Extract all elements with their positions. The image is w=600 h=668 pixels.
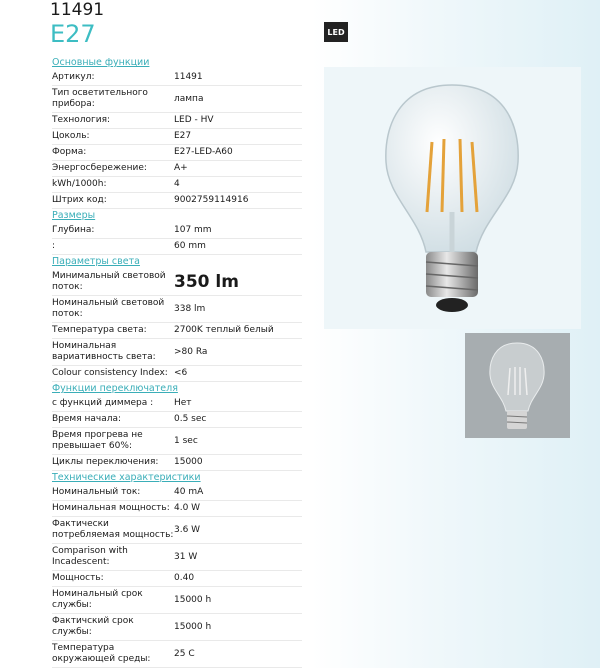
spec-value: E27 xyxy=(174,131,192,141)
spec-value: 15000 xyxy=(174,457,203,467)
spec-label: Номинальная вариативность света: xyxy=(52,341,156,362)
spec-row xyxy=(52,129,302,145)
led-badge: LED xyxy=(324,22,348,42)
section-title[interactable]: Размеры xyxy=(52,210,96,221)
spec-value: Нет xyxy=(174,398,192,408)
spec-value: 31 W xyxy=(174,551,198,562)
spec-row xyxy=(52,614,302,641)
spec-value: >80 Ra xyxy=(174,346,208,357)
spec-label: Номинальный световой поток: xyxy=(52,298,165,319)
spec-value: 9002759114916 xyxy=(174,195,249,205)
spec-row xyxy=(52,269,302,296)
spec-value: 350 lm xyxy=(174,271,239,292)
spec-label: Фактически потребляемая мощность: xyxy=(52,519,174,540)
spec-row xyxy=(52,587,302,614)
spec-label: Штрих код: xyxy=(52,195,107,205)
spec-row xyxy=(52,501,302,517)
spec-value: LED - HV xyxy=(174,115,214,125)
spec-value: 0.40 xyxy=(174,573,195,583)
spec-label: Артикул: xyxy=(52,72,95,82)
section-title[interactable]: Параметры света xyxy=(52,256,140,267)
bulb-photo-main xyxy=(324,67,581,329)
spec-row xyxy=(52,86,302,113)
spec-row xyxy=(52,571,302,587)
spec-label: Время прогрева не превышает 60%: xyxy=(52,430,143,451)
spec-value: 4.0 W xyxy=(174,503,201,513)
spec-label: : xyxy=(52,241,56,251)
spec-row xyxy=(52,113,302,129)
spec-row xyxy=(52,428,302,455)
spec-label: Номинальный ток: xyxy=(52,487,141,497)
spec-row xyxy=(52,145,302,161)
socket-title: E27 xyxy=(50,20,96,48)
spec-label: с функций диммера : xyxy=(52,398,154,408)
spec-label: Мощность: xyxy=(52,573,104,583)
spec-value: 15000 h xyxy=(174,594,212,605)
spec-value: 338 lm xyxy=(174,303,206,314)
spec-row xyxy=(52,193,302,209)
spec-row xyxy=(52,485,302,501)
spec-label: Comparison with Incadescent: xyxy=(52,546,128,567)
spec-row xyxy=(52,296,302,323)
spec-row xyxy=(52,177,302,193)
spec-label: Технология: xyxy=(52,115,111,125)
spec-value: 15000 h xyxy=(174,621,212,632)
spec-value: 1 sec xyxy=(174,435,198,446)
spec-label: Форма: xyxy=(52,147,87,157)
spec-row xyxy=(52,70,302,86)
spec-label: Время начала: xyxy=(52,414,122,424)
spec-label: Цоколь: xyxy=(52,131,90,141)
spec-label: Colour consistency Index: xyxy=(52,368,168,378)
spec-label: Энергосбережение: xyxy=(52,163,147,173)
spec-row xyxy=(52,239,302,255)
spec-label: Глубина: xyxy=(52,225,95,235)
spec-row xyxy=(52,396,302,412)
section-title[interactable]: Основные функции xyxy=(52,57,150,68)
spec-value: A+ xyxy=(174,163,188,173)
spec-row xyxy=(52,544,302,571)
spec-row xyxy=(52,339,302,366)
spec-row xyxy=(52,323,302,339)
spec-table xyxy=(52,56,302,668)
spec-row xyxy=(52,223,302,239)
spec-row xyxy=(52,161,302,177)
spec-value: <6 xyxy=(174,368,188,378)
spec-row xyxy=(52,412,302,428)
spec-label: kWh/1000h: xyxy=(52,179,107,189)
spec-value: 60 mm xyxy=(174,241,206,251)
spec-label: Температура окружающей среды: xyxy=(52,643,151,664)
product-code: 11491 xyxy=(50,0,105,20)
spec-value: E27-LED-A60 xyxy=(174,147,233,157)
section-title[interactable]: Функции переключателя xyxy=(52,383,178,394)
spec-row xyxy=(52,366,302,382)
spec-value: лампа xyxy=(174,93,204,104)
spec-row xyxy=(52,455,302,471)
spec-label: Минимальный световой поток: xyxy=(52,271,166,292)
spec-label: Фактичский срок службы: xyxy=(52,616,134,637)
spec-value: 40 mA xyxy=(174,487,204,497)
section-title[interactable]: Технические характеристики xyxy=(52,472,201,483)
spec-label: Номинальная мощность: xyxy=(52,503,170,513)
spec-value: 2700K теплый белый xyxy=(174,325,274,335)
spec-label: Циклы переключения: xyxy=(52,457,159,467)
bulb-photo-secondary xyxy=(465,333,570,438)
spec-label: Температура света: xyxy=(52,325,147,335)
spec-value: 4 xyxy=(174,179,180,189)
spec-value: 0.5 sec xyxy=(174,414,207,424)
spec-value: 25 C xyxy=(174,648,195,659)
spec-value: 3.6 W xyxy=(174,524,201,535)
spec-row xyxy=(52,641,302,668)
spec-label: Тип осветительного прибора: xyxy=(52,88,148,109)
spec-row xyxy=(52,517,302,544)
spec-value: 11491 xyxy=(174,72,203,82)
spec-label: Номинальный срок службы: xyxy=(52,589,143,610)
spec-value: 107 mm xyxy=(174,225,212,235)
